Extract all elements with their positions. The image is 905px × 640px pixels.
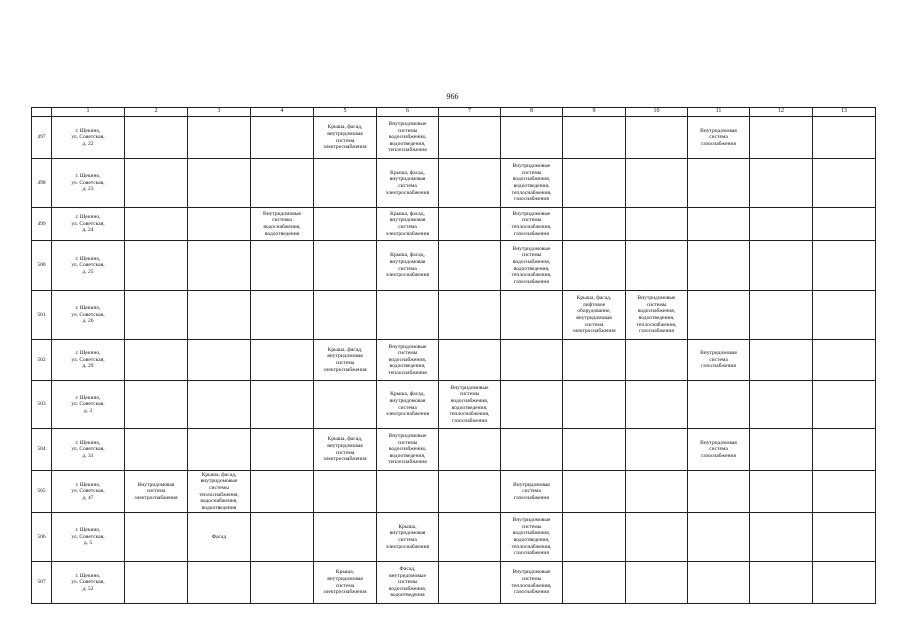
cell-col-8 [501, 117, 563, 159]
cell-col-5: Крыша, фасад, внутридомовая система электроснабжения [314, 429, 377, 471]
cell-col-7 [439, 562, 501, 604]
cell-col-13 [813, 117, 876, 159]
cell-col-3 [188, 381, 251, 429]
cell-col-2 [125, 513, 188, 562]
cell-col-11 [688, 208, 750, 241]
cell-col-6: Фасад, внутридомовые системы водоснабжения, водоотведения [377, 562, 439, 604]
cell-col-7: Внутридомовые системы водоснабжения, водоотведения, теплоснабжения, газоснабжения [439, 381, 501, 429]
cell-col-2 [125, 340, 188, 381]
cell-col-13 [813, 291, 876, 340]
address-cell: г. Щекино, ул. Советская, д. 22 [52, 117, 125, 159]
row-number: 504 [32, 429, 52, 471]
cell-col-7 [439, 429, 501, 471]
cell-col-12 [750, 429, 813, 471]
cell-col-12 [750, 241, 813, 291]
cell-col-11 [688, 471, 750, 513]
header-cell: 6 [377, 108, 439, 117]
cell-col-7 [439, 513, 501, 562]
table-row [32, 117, 876, 159]
cell-col-6: Крыша, фасад, внутридомовая система электроснабжения [377, 159, 439, 208]
cell-col-13 [813, 562, 876, 604]
cell-col-10 [626, 208, 688, 241]
cell-col-11 [688, 159, 750, 208]
address-cell: г. Щекино, ул. Советская, д. 23 [52, 159, 125, 208]
cell-col-13 [813, 208, 876, 241]
cell-col-7 [439, 117, 501, 159]
cell-col-3: Крыша, фасад, внутридомовые системы теплоснабжения, водоснабжения, водоотведения [188, 471, 251, 513]
cell-col-9 [563, 241, 626, 291]
cell-col-9 [563, 340, 626, 381]
header-cell: 12 [750, 108, 813, 117]
cell-col-12 [750, 471, 813, 513]
address-cell: г. Щекино, ул. Советская, д. 52 [52, 562, 125, 604]
table-row [32, 291, 876, 340]
cell-col-7 [439, 471, 501, 513]
cell-col-6 [377, 291, 439, 340]
row-number: 500 [32, 241, 52, 291]
cell-col-11 [688, 241, 750, 291]
cell-col-11: Внутридомовая система газоснабжения [688, 117, 750, 159]
column-number-header [32, 108, 876, 117]
row-number: 498 [32, 159, 52, 208]
address-cell: г. Щекино, ул. Советская, д. 5 [52, 513, 125, 562]
header-cell: 4 [251, 108, 314, 117]
cell-col-2 [125, 429, 188, 471]
cell-col-3 [188, 291, 251, 340]
cell-col-10 [626, 340, 688, 381]
address-cell: г. Щекино, ул. Советская, д. 31 [52, 429, 125, 471]
cell-col-13 [813, 513, 876, 562]
cell-col-6 [377, 471, 439, 513]
cell-col-7 [439, 340, 501, 381]
cell-col-10: Внутридомовые системы водоснабжения, водоотведения, теплоснабжения, газоснабжения [626, 291, 688, 340]
address-cell: г. Щекино, ул. Советская, д. 25 [52, 241, 125, 291]
cell-col-7 [439, 159, 501, 208]
cell-col-4 [251, 381, 314, 429]
cell-col-6: Внутридомовые системы водоснабжения, водоотведения, теплоснабжения [377, 117, 439, 159]
cell-col-8 [501, 429, 563, 471]
cell-col-2: Внутридомовая система электроснабжения [125, 471, 188, 513]
cell-col-8 [501, 340, 563, 381]
cell-col-3 [188, 340, 251, 381]
page-number: 966 [446, 92, 459, 101]
header-cell: 8 [501, 108, 563, 117]
cell-col-6: Крыша, фасад, внутридомовая система электроснабжения [377, 241, 439, 291]
row-number: 502 [32, 340, 52, 381]
table-row [32, 429, 876, 471]
cell-col-11 [688, 562, 750, 604]
cell-col-4 [251, 340, 314, 381]
cell-col-3 [188, 117, 251, 159]
cell-col-5 [314, 208, 377, 241]
cell-col-6: Внутридомовые системы водоснабжения, водоотведения, теплоснабжения [377, 340, 439, 381]
cell-col-10 [626, 117, 688, 159]
cell-col-13 [813, 340, 876, 381]
cell-col-2 [125, 208, 188, 241]
cell-col-13 [813, 159, 876, 208]
table-row [32, 381, 876, 429]
header-cell: 5 [314, 108, 377, 117]
cell-col-13 [813, 241, 876, 291]
cell-col-9 [563, 471, 626, 513]
cell-col-9 [563, 429, 626, 471]
cell-col-10 [626, 241, 688, 291]
cell-col-2 [125, 562, 188, 604]
row-number: 499 [32, 208, 52, 241]
cell-col-9 [563, 381, 626, 429]
cell-col-12 [750, 117, 813, 159]
cell-col-12 [750, 381, 813, 429]
cell-col-4 [251, 159, 314, 208]
cell-col-5 [314, 291, 377, 340]
cell-col-9 [563, 117, 626, 159]
cell-col-2 [125, 381, 188, 429]
cell-col-5: Крыша, фасад, внутридомовая система электроснабжения [314, 340, 377, 381]
cell-col-13 [813, 471, 876, 513]
cell-col-13 [813, 381, 876, 429]
cell-col-3 [188, 429, 251, 471]
cell-col-6: Крыша, внутридомовая система электроснабжения [377, 513, 439, 562]
cell-col-12 [750, 562, 813, 604]
cell-col-13 [813, 429, 876, 471]
cell-col-4 [251, 291, 314, 340]
cell-col-7 [439, 291, 501, 340]
cell-col-5: Крыша, внутридомовая система электроснабжения [314, 562, 377, 604]
cell-col-8: Внутридомовые системы теплоснабжения, газоснабжения [501, 208, 563, 241]
table-row [32, 241, 876, 291]
row-number: 506 [32, 513, 52, 562]
cell-col-12 [750, 159, 813, 208]
cell-col-5 [314, 513, 377, 562]
table-row [32, 340, 876, 381]
table-row [32, 562, 876, 604]
address-cell: г. Щекино, ул. Советская, д. 3 [52, 381, 125, 429]
row-number: 507 [32, 562, 52, 604]
cell-col-10 [626, 159, 688, 208]
cell-col-2 [125, 159, 188, 208]
cell-col-3 [188, 241, 251, 291]
row-number: 505 [32, 471, 52, 513]
cell-col-4 [251, 562, 314, 604]
cell-col-12 [750, 208, 813, 241]
cell-col-5 [314, 471, 377, 513]
cell-col-6: Крыша, фасад, внутридомовая система электроснабжения [377, 381, 439, 429]
cell-col-9: Крыша, фасад, лифтовое оборудование, внутридомовая система электроснабжения [563, 291, 626, 340]
table-row [32, 159, 876, 208]
cell-col-4 [251, 117, 314, 159]
cell-col-6: Внутридомовые системы водоснабжения, водоотведения, теплоснабжения [377, 429, 439, 471]
address-cell: г. Щекино, ул. Советская, д. 24 [52, 208, 125, 241]
cell-col-7 [439, 208, 501, 241]
row-number: 503 [32, 381, 52, 429]
cell-col-4 [251, 471, 314, 513]
cell-col-8 [501, 291, 563, 340]
header-cell: 7 [439, 108, 501, 117]
table-row [32, 471, 876, 513]
registry-table [31, 107, 876, 604]
cell-col-2 [125, 291, 188, 340]
header-cell: 9 [563, 108, 626, 117]
cell-col-11: Внутридомовая система газоснабжения [688, 340, 750, 381]
cell-col-11 [688, 381, 750, 429]
cell-col-8: Внутридомовые системы водоснабжения, водоотведения, теплоснабжения, газоснабжения [501, 513, 563, 562]
cell-col-11 [688, 513, 750, 562]
cell-col-12 [750, 340, 813, 381]
table-row [32, 208, 876, 241]
header-cell: 10 [626, 108, 688, 117]
address-cell: г. Щекино, ул. Советская, д. 26 [52, 291, 125, 340]
cell-col-6: Крыша, фасад, внутридомовая система электроснабжения [377, 208, 439, 241]
cell-col-5: Крыша, фасад, внутридомовая система электроснабжения [314, 117, 377, 159]
cell-col-4 [251, 429, 314, 471]
cell-col-11 [688, 291, 750, 340]
cell-col-10 [626, 562, 688, 604]
cell-col-3 [188, 208, 251, 241]
cell-col-8: Внутридомовые системы водоснабжения, водоотведения, теплоснабжения, газоснабжения [501, 159, 563, 208]
cell-col-9 [563, 208, 626, 241]
cell-col-10 [626, 513, 688, 562]
cell-col-9 [563, 513, 626, 562]
cell-col-8: Внутридомовые системы теплоснабжения, газоснабжения [501, 562, 563, 604]
cell-col-12 [750, 513, 813, 562]
cell-col-4: Внутридомовые системы водоснабжения, водоотведения [251, 208, 314, 241]
cell-col-10 [626, 381, 688, 429]
header-cell: 11 [688, 108, 750, 117]
row-number: 497 [32, 117, 52, 159]
cell-col-5 [314, 159, 377, 208]
cell-col-4 [251, 241, 314, 291]
cell-col-7 [439, 241, 501, 291]
cell-col-2 [125, 117, 188, 159]
table-row [32, 513, 876, 562]
cell-col-9 [563, 562, 626, 604]
cell-col-4 [251, 513, 314, 562]
header-cell: 2 [125, 108, 188, 117]
cell-col-9 [563, 159, 626, 208]
cell-col-3 [188, 159, 251, 208]
cell-col-8: Внутридомовые системы водоснабжения, водоотведения, теплоснабжения, газоснабжения [501, 241, 563, 291]
cell-col-3: Фасад [188, 513, 251, 562]
cell-col-5 [314, 381, 377, 429]
cell-col-3 [188, 562, 251, 604]
row-number: 501 [32, 291, 52, 340]
header-cell: 13 [813, 108, 876, 117]
cell-col-11: Внутридомовая система газоснабжения [688, 429, 750, 471]
cell-col-10 [626, 471, 688, 513]
cell-col-2 [125, 241, 188, 291]
cell-col-10 [626, 429, 688, 471]
address-cell: г. Щекино, ул. Советская, д. 47 [52, 471, 125, 513]
cell-col-8 [501, 381, 563, 429]
header-cell-blank [32, 108, 52, 117]
address-cell: г. Щекино, ул. Советская, д. 29 [52, 340, 125, 381]
cell-col-12 [750, 291, 813, 340]
header-cell: 1 [52, 108, 125, 117]
cell-col-8: Внутридомовая система газоснабжения [501, 471, 563, 513]
header-cell: 3 [188, 108, 251, 117]
cell-col-5 [314, 241, 377, 291]
